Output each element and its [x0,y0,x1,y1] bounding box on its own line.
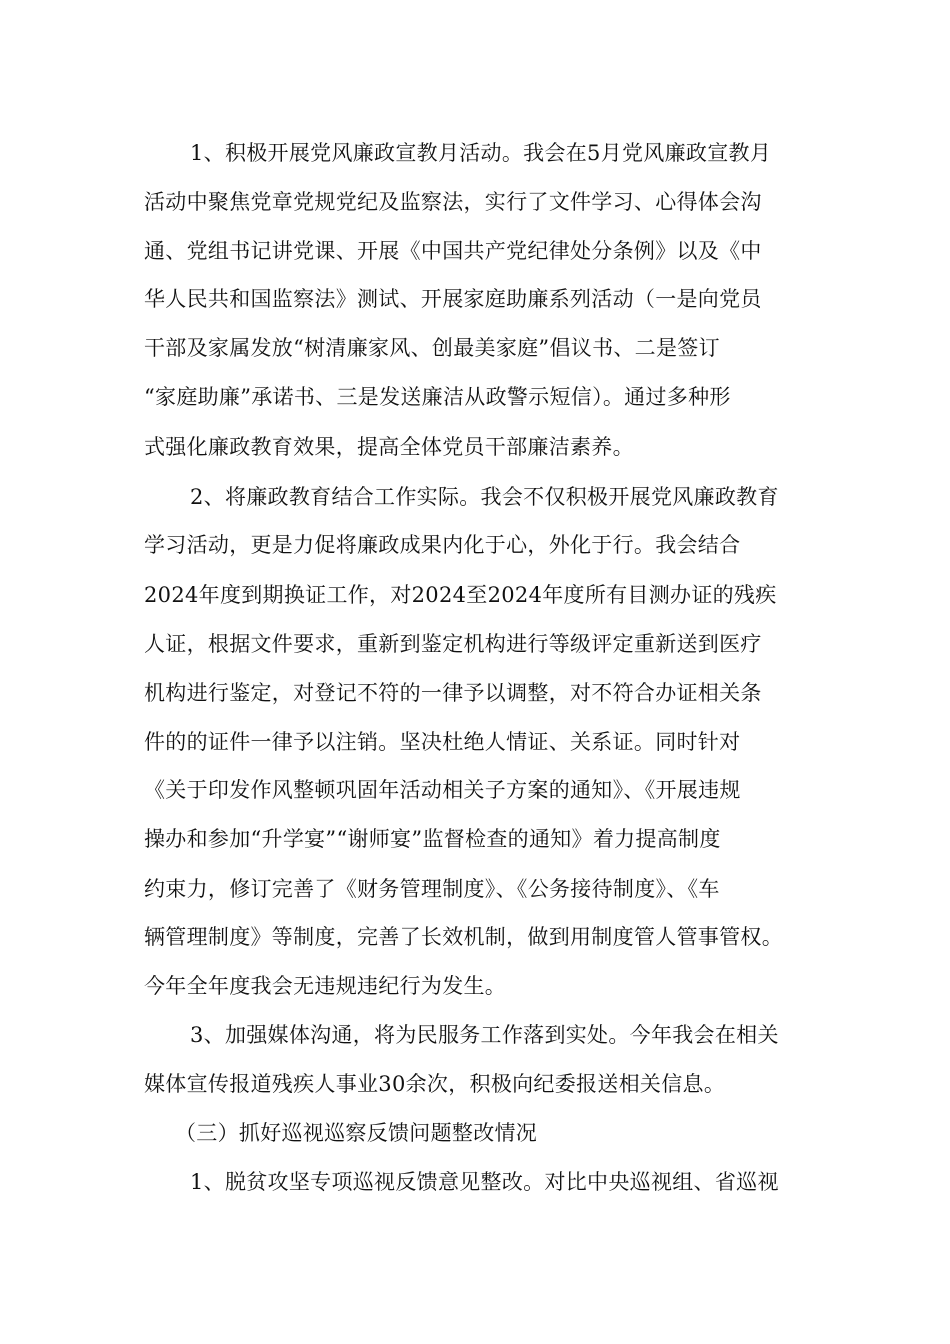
section-heading: （三）抓好巡视巡察反馈问题整改情况 [175,1121,538,1145]
text-line: 学习活动，更是力促将廉政成果内化于心，外化于行。我会结合 [144,533,741,557]
text-line: “家庭助廉”承诺书、三是发送廉洁从政警示短信）。通过多种形 [144,385,731,409]
text-line: 2、将廉政教育结合工作实际。我会不仅积极开展党风廉政教育 [190,485,779,509]
text-line: 华人民共和国监察法》测试、开展家庭助廉系列活动（一是向党员 [144,287,762,311]
text-line: 通、党组书记讲党课、开展《中国共产党纪律处分条例》以及《中 [144,239,762,263]
text-line: 3、加强媒体沟通，将为民服务工作落到实处。今年我会在相关 [190,1023,779,1047]
text-line: 操办和参加“升学宴”“谢师宴”监督检查的通知》着力提高制度 [144,827,721,851]
text-line: 干部及家属发放“树清廉家风、创最美家庭”倡议书、二是签订 [144,336,720,360]
text-line: 活动中聚焦党章党规党纪及监察法，实行了文件学习、心得体会沟 [144,190,762,214]
text-line: 2024年度到期换证工作，对2024至2024年度所有目测办证的残疾 [144,583,777,607]
text-line: 约束力，修订完善了《财务管理制度》、《公务接待制度》、《车 [144,877,720,901]
text-line: 式强化廉政教育效果，提高全体党员干部廉洁素养。 [144,435,634,459]
text-line: 辆管理制度》等制度，完善了长效机制，做到用制度管人管事管权。 [144,925,783,949]
text-line: 机构进行鉴定，对登记不符的一律予以调整，对不符合办证相关条 [144,681,762,705]
text-line: 件的的证件一律予以注销。坚决杜绝人情证、关系证。同时针对 [144,730,741,754]
text-line: 媒体宣传报道残疾人事业30余次，积极向纪委报送相关信息。 [144,1072,726,1096]
text-line: 《关于印发作风整顿巩固年活动相关子方案的通知》、《开展违规 [144,778,741,802]
text-line: 今年全年度我会无违规违纪行为发生。 [144,974,507,998]
text-line: 1、积极开展党风廉政宣教月活动。我会在5月党风廉政宣教月 [190,141,772,165]
text-line: 1、脱贫攻坚专项巡视反馈意见整改。对比中央巡视组、省巡视 [190,1170,779,1194]
text-line: 人证，根据文件要求，重新到鉴定机构进行等级评定重新送到医疗 [144,632,762,656]
